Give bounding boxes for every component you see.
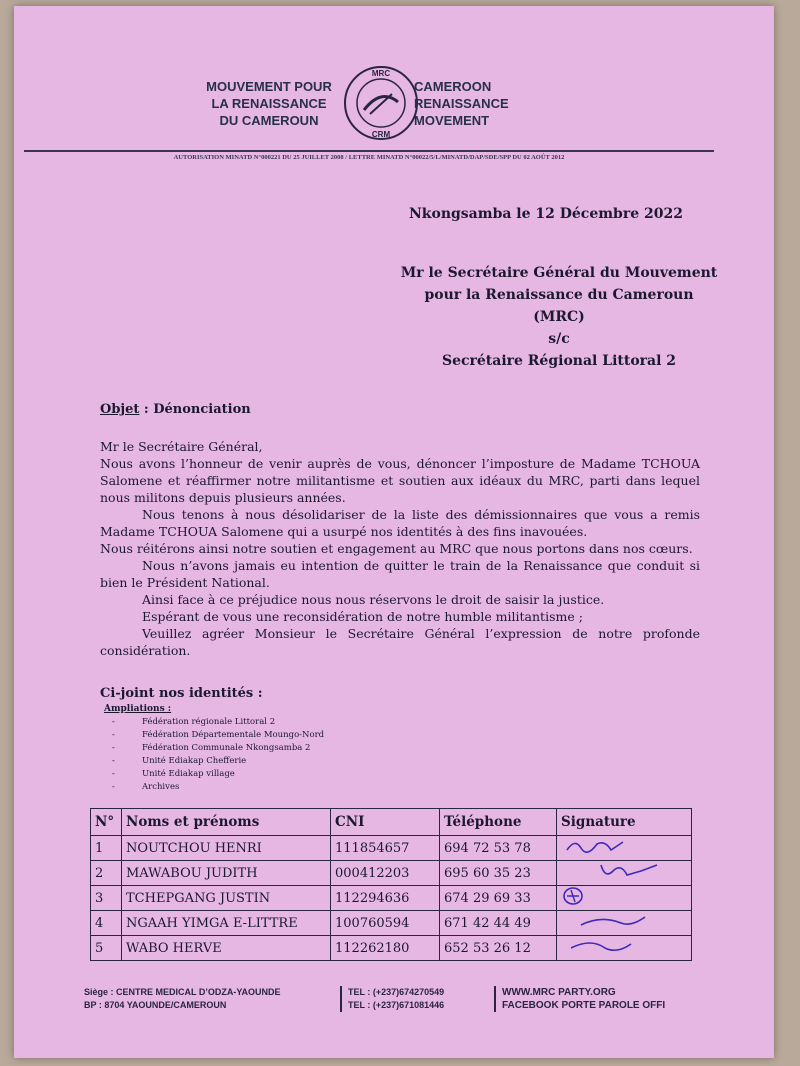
party-name-en (414, 78, 534, 129)
cell-number: 1 (91, 836, 122, 861)
signature-icon (561, 886, 651, 906)
list-item: - Fédération régionale Littoral 2 (112, 716, 324, 729)
col-header: CNI (331, 809, 440, 836)
signature-icon (561, 861, 661, 881)
authorization-line: AUTORISATION MINATD N°000221 DU 25 JUILLET 2008 / LETTRE MINATD N°00022/5/L/MINATD/DAP/SDE/SPP DU 02 AOÛT 2012 (24, 150, 714, 161)
cell-phone: 671 42 44 49 (440, 911, 557, 936)
cell-phone: 694 72 53 78 (440, 836, 557, 861)
addressee-line: Secrétaire Régional Littoral 2 (441, 353, 677, 369)
table-row (91, 861, 692, 886)
logo-bottom-text: CRM (371, 130, 391, 139)
footer-phone: TEL : (+237)671081446 (348, 1000, 445, 1010)
cell-signature (557, 936, 692, 961)
cell-number: 5 (91, 936, 122, 961)
signature-icon (561, 836, 651, 856)
footer-phone: TEL : (+237)674270549 (348, 987, 445, 997)
header-line: RENAISSANCE (414, 96, 509, 111)
letter-page (14, 6, 774, 1058)
list-item: - Fédération Communale Nkongsamba 2 (112, 742, 324, 755)
identities-table (90, 808, 692, 961)
footer-online (494, 986, 762, 1012)
header-line: DU CAMEROUN (219, 113, 319, 128)
footer-phones (340, 986, 488, 1012)
table-row (91, 911, 692, 936)
cell-cni: 111854657 (331, 836, 440, 861)
cell-signature (557, 911, 692, 936)
cell-signature (557, 886, 692, 911)
footer-website: WWW.MRC PARTY.ORG (502, 987, 616, 998)
subject-text: : Dénonciation (139, 402, 251, 417)
cell-phone: 695 60 35 23 (440, 861, 557, 886)
subject-line (100, 402, 251, 417)
cell-signature (557, 836, 692, 861)
signature-icon (561, 911, 661, 931)
table-row (91, 936, 692, 961)
footer-siege: Siège : CENTRE MEDICAL D’ODZA-YAOUNDE (84, 987, 281, 997)
cell-phone: 674 29 69 33 (440, 886, 557, 911)
list-item: - Unité Ediakap Chefferie (112, 755, 324, 768)
col-header: Téléphone (440, 809, 557, 836)
col-header: Signature (557, 809, 692, 836)
signature-icon (561, 936, 661, 956)
amplifications-title: Ampliations : (104, 704, 172, 714)
paragraph: Nous tenons à nous désolidariser de la liste des démissionnaires que vous a remis Madame TCHOUA Salomene qui a usurpé nos identités à des fins inavouées. (100, 507, 700, 539)
cell-signature (557, 861, 692, 886)
addressee-block (344, 262, 774, 372)
paragraph: Espérant de vous une reconsidération de notre humble militantisme ; (142, 609, 583, 624)
footer-bp: BP : 8704 YAOUNDE/CAMEROUN (84, 1000, 227, 1010)
cell-number: 2 (91, 861, 122, 886)
header-line: MOUVEMENT POUR (206, 79, 332, 94)
footer-facebook: FACEBOOK PORTE PAROLE OFFI (502, 1000, 666, 1011)
amplifications-list (112, 716, 324, 794)
col-header: N° (91, 809, 122, 836)
table-row (91, 836, 692, 861)
cell-name: NOUTCHOU HENRI (122, 836, 331, 861)
cell-number: 3 (91, 886, 122, 911)
cell-name: WABO HERVE (122, 936, 331, 961)
table-header-row (91, 809, 692, 836)
cell-cni: 000412203 (331, 861, 440, 886)
letter-body (100, 438, 700, 659)
cell-name: TCHEPGANG JUSTIN (122, 886, 331, 911)
cell-cni: 112294636 (331, 886, 440, 911)
date-line: Nkongsamba le 12 Décembre 2022 (409, 206, 683, 222)
cell-cni: 112262180 (331, 936, 440, 961)
col-header: Noms et prénoms (122, 809, 331, 836)
addressee-line: pour la Renaissance du Cameroun (424, 287, 694, 303)
table-row (91, 886, 692, 911)
addressee-line: s/c (548, 331, 570, 347)
paragraph: Nous réitérons ainsi notre soutien et engagement au MRC que nous portons dans nos cœurs. (100, 541, 693, 556)
list-item: - Archives (112, 781, 324, 794)
footer-address (84, 986, 334, 1012)
paragraph: Ainsi face à ce préjudice nous nous réservons le droit de saisir la justice. (142, 592, 605, 607)
paragraph: Nous avons l’honneur de venir auprès de vous, dénoncer l’imposture de Madame TCHOUA Salomene et réaffirmer notre militantisme et soutien aux idéaux du MRC, parti dans lequel nous militons depuis plusieurs années. (100, 456, 700, 505)
mrc-logo-icon (342, 64, 420, 142)
cell-phone: 652 53 26 12 (440, 936, 557, 961)
cell-name: NGAAH YIMGA E-LITTRE (122, 911, 331, 936)
list-item: - Fédération Départementale Moungo-Nord (112, 729, 324, 742)
cell-cni: 100760594 (331, 911, 440, 936)
header-line: LA RENAISSANCE (211, 96, 327, 111)
paragraph: Veuillez agréer Monsieur le Secrétaire Général l’expression de notre profonde considération. (100, 626, 700, 658)
attached-heading: Ci-joint nos identités : (100, 686, 263, 701)
paragraph: Nous n’avons jamais eu intention de quitter le train de la Renaissance que conduit si bien le Président National. (100, 558, 700, 590)
list-item: - Unité Ediakap village (112, 768, 324, 781)
cell-number: 4 (91, 911, 122, 936)
logo-top-text: MRC (371, 69, 391, 78)
salutation: Mr le Secrétaire Général, (100, 439, 263, 454)
header-line: MOVEMENT (414, 113, 490, 128)
subject-label: Objet (100, 402, 140, 417)
addressee-line: (MRC) (533, 309, 585, 325)
party-name-fr (184, 78, 354, 129)
addressee-line: Mr le Secrétaire Général du Mouvement (400, 265, 718, 281)
header-line: CAMEROON (414, 79, 492, 94)
cell-name: MAWABOU JUDITH (122, 861, 331, 886)
